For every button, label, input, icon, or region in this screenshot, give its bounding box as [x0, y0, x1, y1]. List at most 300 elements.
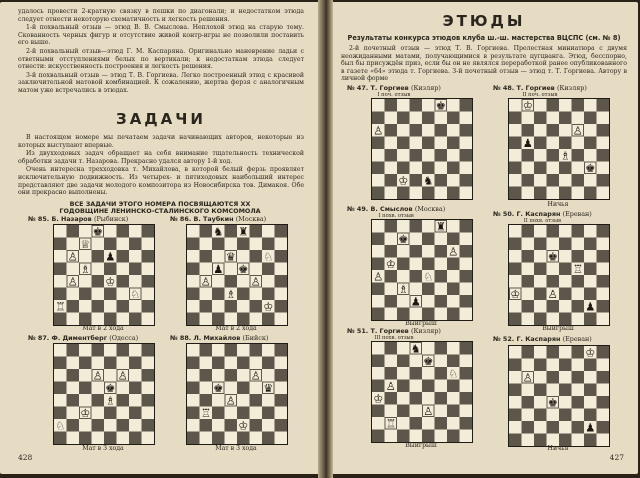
- study-stipulation: Выигрыш: [405, 442, 437, 449]
- dark-square: [447, 308, 460, 321]
- dark-square: [117, 250, 130, 263]
- dark-square: [54, 263, 67, 276]
- dark-square: [597, 149, 610, 162]
- chess-piece: [573, 263, 583, 276]
- dark-square: [522, 250, 535, 263]
- study-stipulation: Выигрыш: [542, 325, 574, 332]
- paragraph: В настоящем номере мы печатаем задачи начинающих авторов, некоторые из которых выступают впервые.: [18, 134, 304, 149]
- dark-square: [225, 344, 238, 357]
- dark-square: [410, 220, 423, 233]
- paragraph: 2-й почетный отзыв — этюд Т. В. Горгиева. Прелестная миниатюра с двумя неожиданными матами, получающимися в результате цугцванга. Этюд, бесспорно, был бы присуждён приз, если бы он не являлся переработкой ранее опубликованного в газете «64» этюда т. Горгиева. 3-й почетный отзыв — этюд т. Т. Горгиева. Автору в личной форме: [341, 45, 627, 83]
- dark-square: [79, 357, 92, 370]
- chess-piece: [68, 275, 78, 288]
- dark-square: [460, 220, 473, 233]
- chess-piece: [55, 419, 65, 432]
- dark-square: [410, 149, 423, 162]
- dark-square: [572, 225, 585, 238]
- dark-square: [509, 137, 522, 150]
- study-stipulation: Ничья: [547, 201, 569, 208]
- dark-square: [385, 124, 398, 137]
- dark-square: [372, 258, 385, 271]
- dark-square: [385, 295, 398, 308]
- dark-square: [92, 300, 105, 313]
- dark-square: [397, 112, 410, 125]
- dark-square: [79, 382, 92, 395]
- chess-piece: [436, 99, 446, 112]
- section-title: ЭТЮДЫ: [442, 12, 526, 30]
- dark-square: [385, 99, 398, 112]
- chess-diagram: [508, 224, 610, 326]
- chess-diagram: [186, 224, 288, 326]
- dark-square: [460, 295, 473, 308]
- chess-piece: [373, 392, 383, 405]
- chess-piece: [411, 342, 421, 355]
- chess-piece: [423, 405, 433, 418]
- section-title: ЗАДАЧИ: [116, 110, 206, 128]
- dark-square: [54, 313, 67, 326]
- dark-square: [410, 124, 423, 137]
- paragraph: Очень интересна трехходовка т. Михайлова, в которой белый ферзь проявляет исключительную подвижность. Из четырех- и пятиходовых наибольший интерес представляют две задачи молодого композитора из Новосибирска тов. Димакоя. Обе они прекрасно выполнены.: [18, 166, 304, 197]
- dark-square: [435, 174, 448, 187]
- dark-square: [237, 382, 250, 395]
- dark-square: [275, 419, 288, 432]
- dark-square: [129, 238, 142, 251]
- dark-square: [534, 313, 547, 326]
- dark-square: [534, 137, 547, 150]
- dark-square: [225, 419, 238, 432]
- dark-square: [597, 99, 610, 112]
- dark-square: [435, 295, 448, 308]
- chess-piece: [585, 346, 595, 359]
- chess-diagram: [371, 219, 473, 321]
- dark-square: [597, 124, 610, 137]
- dark-square: [262, 313, 275, 326]
- dark-square: [509, 409, 522, 422]
- dark-square: [410, 245, 423, 258]
- dark-square: [250, 250, 263, 263]
- chess-piece: [118, 369, 128, 382]
- dark-square: [200, 225, 213, 238]
- chess-piece: [80, 263, 90, 276]
- dark-square: [572, 346, 585, 359]
- page-number: 428: [18, 453, 33, 462]
- dark-square: [385, 220, 398, 233]
- dark-square: [237, 288, 250, 301]
- dark-square: [447, 112, 460, 125]
- chess-piece: [398, 233, 408, 246]
- dark-square: [422, 162, 435, 175]
- chess-piece: [80, 407, 90, 420]
- dark-square: [435, 124, 448, 137]
- dark-square: [597, 250, 610, 263]
- dark-square: [117, 344, 130, 357]
- chess-piece: [93, 369, 103, 382]
- dark-square: [460, 392, 473, 405]
- dark-square: [509, 313, 522, 326]
- chess-piece: [548, 250, 558, 263]
- dark-square: [142, 419, 155, 432]
- dark-square: [422, 308, 435, 321]
- dark-square: [410, 417, 423, 430]
- dark-square: [54, 238, 67, 251]
- dark-square: [262, 238, 275, 251]
- dark-square: [410, 367, 423, 380]
- dark-square: [117, 225, 130, 238]
- paragraph: 2-й похвальный отзыв—этюд Г. М. Каспаряна. Оригинально маневрение ладьи с ответными отступлениями белых по вертикали; к недостаткам этюда следует отнести: искусственность построения и легкость решения.: [18, 47, 304, 71]
- dark-square: [212, 288, 225, 301]
- dark-square: [104, 432, 117, 445]
- dark-square: [397, 308, 410, 321]
- dark-square: [547, 371, 560, 384]
- dark-square: [372, 355, 385, 368]
- dark-square: [142, 369, 155, 382]
- dark-square: [547, 149, 560, 162]
- dark-square: [275, 225, 288, 238]
- dark-square: [572, 250, 585, 263]
- results-title: Результаты конкурса этюдов клуба ш.-ш. мастерства ВЦСПС (см. № 8): [347, 34, 621, 42]
- dark-square: [372, 162, 385, 175]
- dark-square: [534, 359, 547, 372]
- dark-square: [212, 313, 225, 326]
- dark-square: [237, 313, 250, 326]
- dark-square: [200, 419, 213, 432]
- dark-square: [237, 432, 250, 445]
- dark-square: [559, 112, 572, 125]
- chess-piece: [226, 250, 236, 263]
- chess-piece: [263, 300, 273, 313]
- dark-square: [385, 174, 398, 187]
- chess-diagram: [371, 98, 473, 200]
- studies-intro: [341, 45, 627, 84]
- dark-square: [385, 392, 398, 405]
- paragraph: Из двухходовых задач обращает на себя внимание тщательность технической обработки задачи т. Назарова. Прекрасно удался автору 1-й ход.: [18, 150, 304, 165]
- dark-square: [92, 250, 105, 263]
- chess-piece: [238, 263, 248, 276]
- dark-square: [397, 430, 410, 443]
- dark-square: [212, 357, 225, 370]
- dark-square: [522, 174, 535, 187]
- dark-square: [129, 382, 142, 395]
- dark-square: [572, 421, 585, 434]
- dark-square: [509, 162, 522, 175]
- dark-square: [559, 162, 572, 175]
- dark-square: [447, 137, 460, 150]
- dark-square: [372, 430, 385, 443]
- chess-piece: [130, 288, 140, 301]
- dark-square: [534, 263, 547, 276]
- dark-square: [447, 258, 460, 271]
- paragraph: 3-й похвальный отзыв — этюд Т. В. Горгиева. Легко построенный этюд с красивой заключительной матовой комбинацией. К сожалению, жертва ферзя с аналогичным матом уже встречались в этюдах.: [18, 71, 304, 94]
- chess-piece: [213, 225, 223, 238]
- dark-square: [522, 300, 535, 313]
- chess-piece: [398, 283, 408, 296]
- dark-square: [397, 137, 410, 150]
- dark-square: [187, 407, 200, 420]
- problem-stipulation: Мат в 2 хода: [82, 325, 124, 332]
- dark-square: [129, 407, 142, 420]
- dark-square: [584, 384, 597, 397]
- chess-piece: [436, 220, 446, 233]
- dark-square: [522, 124, 535, 137]
- dark-square: [534, 162, 547, 175]
- dark-square: [597, 174, 610, 187]
- dark-square: [212, 407, 225, 420]
- dark-square: [200, 394, 213, 407]
- dark-square: [447, 405, 460, 418]
- dark-square: [534, 112, 547, 125]
- dark-square: [275, 344, 288, 357]
- dark-square: [187, 382, 200, 395]
- right-page: [333, 2, 638, 474]
- chess-piece: [226, 288, 236, 301]
- dark-square: [262, 432, 275, 445]
- dark-square: [385, 367, 398, 380]
- dark-square: [117, 275, 130, 288]
- dark-square: [225, 275, 238, 288]
- dark-square: [142, 300, 155, 313]
- dark-square: [410, 99, 423, 112]
- problem-heading: № 88. Л. Михайлов (Бийск): [170, 334, 269, 342]
- dark-square: [447, 380, 460, 393]
- dark-square: [447, 233, 460, 246]
- dark-square: [67, 394, 80, 407]
- chess-piece: [448, 367, 458, 380]
- dark-square: [422, 112, 435, 125]
- dark-square: [572, 149, 585, 162]
- dark-square: [250, 225, 263, 238]
- dark-square: [547, 275, 560, 288]
- chess-piece: [263, 250, 273, 263]
- chess-diagram: [508, 98, 610, 200]
- dark-square: [522, 225, 535, 238]
- dark-square: [547, 124, 560, 137]
- dark-square: [597, 275, 610, 288]
- dark-square: [534, 187, 547, 200]
- dark-square: [410, 270, 423, 283]
- dark-square: [67, 369, 80, 382]
- dark-square: [67, 225, 80, 238]
- dark-square: [275, 275, 288, 288]
- problems-section: [18, 110, 304, 128]
- dark-square: [54, 407, 67, 420]
- dark-square: [372, 308, 385, 321]
- dark-square: [187, 288, 200, 301]
- dark-square: [54, 382, 67, 395]
- dark-square: [129, 432, 142, 445]
- dark-square: [262, 288, 275, 301]
- dark-square: [262, 357, 275, 370]
- dark-square: [104, 407, 117, 420]
- problem-heading: № 86. В. Таубкин (Москва): [170, 215, 267, 223]
- dark-square: [372, 283, 385, 296]
- dark-square: [385, 149, 398, 162]
- dark-square: [142, 225, 155, 238]
- chess-piece: [238, 419, 248, 432]
- chess-piece: [68, 250, 78, 263]
- chess-piece: [238, 225, 248, 238]
- dark-square: [200, 250, 213, 263]
- dark-square: [117, 300, 130, 313]
- dark-square: [422, 430, 435, 443]
- chess-diagram: [186, 343, 288, 445]
- dark-square: [129, 263, 142, 276]
- dark-square: [460, 99, 473, 112]
- dark-square: [435, 245, 448, 258]
- dark-square: [584, 313, 597, 326]
- chess-piece: [201, 407, 211, 420]
- problem-stipulation: Мат в 3 хода: [215, 445, 257, 452]
- dark-square: [534, 384, 547, 397]
- dark-square: [397, 405, 410, 418]
- chess-diagram: [508, 345, 610, 447]
- dark-square: [447, 162, 460, 175]
- chess-piece: [411, 295, 421, 308]
- dark-square: [397, 162, 410, 175]
- paragraph: удалось провести 2-кратную связку в пешки по диагонали; и недостатком этюда следует отнести некоторую схематичность и легкость решения.: [18, 8, 304, 23]
- dark-square: [79, 313, 92, 326]
- dark-square: [584, 359, 597, 372]
- chess-piece: [510, 288, 520, 301]
- dark-square: [372, 380, 385, 393]
- dark-square: [212, 432, 225, 445]
- problems-intro: [18, 134, 304, 198]
- dark-square: [225, 225, 238, 238]
- chess-piece: [548, 396, 558, 409]
- dark-square: [275, 369, 288, 382]
- dark-square: [187, 263, 200, 276]
- chess-piece: [523, 137, 533, 150]
- dark-square: [584, 263, 597, 276]
- study-heading: № 50. Г. Каспарян (Ереван) II похв. отзыв: [493, 210, 592, 224]
- dark-square: [447, 430, 460, 443]
- dark-square: [509, 384, 522, 397]
- dark-square: [460, 270, 473, 283]
- chess-piece: [523, 99, 533, 112]
- dark-square: [460, 367, 473, 380]
- study-heading: № 49. В. Смыслов (Москва) I похв. отзыв: [347, 205, 446, 219]
- dark-square: [522, 149, 535, 162]
- dark-square: [460, 417, 473, 430]
- dark-square: [250, 394, 263, 407]
- dark-square: [104, 357, 117, 370]
- dark-square: [67, 344, 80, 357]
- dark-square: [572, 275, 585, 288]
- dark-square: [534, 409, 547, 422]
- dark-square: [54, 357, 67, 370]
- chess-diagram: [371, 341, 473, 443]
- dark-square: [597, 421, 610, 434]
- dark-square: [522, 396, 535, 409]
- chess-piece: [560, 149, 570, 162]
- chess-piece: [585, 421, 595, 434]
- chess-piece: [423, 174, 433, 187]
- dark-square: [460, 245, 473, 258]
- chess-piece: [251, 275, 261, 288]
- dark-square: [410, 392, 423, 405]
- dark-square: [372, 187, 385, 200]
- dark-square: [460, 174, 473, 187]
- dark-square: [447, 355, 460, 368]
- chess-diagram: [53, 224, 155, 326]
- chess-piece: [80, 238, 90, 251]
- dark-square: [187, 432, 200, 445]
- study-heading: № 52. Г. Каспарян (Ереван): [493, 335, 592, 343]
- dark-square: [559, 313, 572, 326]
- dark-square: [584, 409, 597, 422]
- dark-square: [547, 421, 560, 434]
- dark-square: [435, 270, 448, 283]
- chess-diagram: [53, 343, 155, 445]
- chess-piece: [105, 394, 115, 407]
- dark-square: [584, 112, 597, 125]
- dark-square: [547, 225, 560, 238]
- dark-square: [372, 405, 385, 418]
- dark-square: [275, 394, 288, 407]
- dark-square: [385, 342, 398, 355]
- page-number: 427: [609, 453, 624, 462]
- dark-square: [559, 263, 572, 276]
- dark-square: [92, 275, 105, 288]
- chess-piece: [105, 250, 115, 263]
- dark-square: [142, 275, 155, 288]
- dark-square: [572, 300, 585, 313]
- paragraph: 1-й похвальный отзыв — этюд В. В. Смыслова. Неплохой этюд на старую тему. Скованность черных фигур и отсутствие живой контр-игры не позволили поставить его выше.: [18, 24, 304, 47]
- dark-square: [509, 187, 522, 200]
- dark-square: [104, 288, 117, 301]
- dark-square: [250, 344, 263, 357]
- dark-square: [142, 344, 155, 357]
- dark-square: [385, 245, 398, 258]
- dark-square: [422, 283, 435, 296]
- dedication: ВСЕ ЗАДАЧИ ЭТОГО НОМЕРА ПОСВЯЩАЮТСЯ ХХ ГОДОВЩИНЕ ЛЕНИНСКО-СТАЛИНСКОГО КОМСОМОЛА: [59, 200, 261, 216]
- dark-square: [559, 187, 572, 200]
- dark-square: [397, 355, 410, 368]
- dark-square: [522, 346, 535, 359]
- book-spine: [318, 0, 333, 478]
- dark-square: [187, 357, 200, 370]
- dark-square: [397, 258, 410, 271]
- study-heading: № 48. Т. Горгиев (Кизляр) II поч. отзыв: [493, 84, 587, 98]
- dark-square: [225, 369, 238, 382]
- chess-piece: [55, 300, 65, 313]
- dark-square: [584, 238, 597, 251]
- dark-square: [372, 233, 385, 246]
- dark-square: [275, 300, 288, 313]
- dark-square: [67, 419, 80, 432]
- dark-square: [200, 369, 213, 382]
- dark-square: [547, 346, 560, 359]
- chess-piece: [263, 382, 273, 395]
- problem-heading: № 85. Б. Назаров (Рыбинск): [28, 215, 129, 223]
- dark-square: [584, 288, 597, 301]
- chess-piece: [398, 174, 408, 187]
- dark-square: [547, 99, 560, 112]
- left-top-text: [18, 8, 304, 96]
- dark-square: [67, 300, 80, 313]
- dark-square: [435, 392, 448, 405]
- dark-square: [142, 250, 155, 263]
- chess-piece: [386, 380, 396, 393]
- dark-square: [422, 187, 435, 200]
- dark-square: [509, 112, 522, 125]
- dark-square: [54, 432, 67, 445]
- dark-square: [79, 288, 92, 301]
- chess-piece: [423, 355, 433, 368]
- dark-square: [200, 344, 213, 357]
- dark-square: [262, 263, 275, 276]
- dark-square: [385, 270, 398, 283]
- dark-square: [104, 263, 117, 276]
